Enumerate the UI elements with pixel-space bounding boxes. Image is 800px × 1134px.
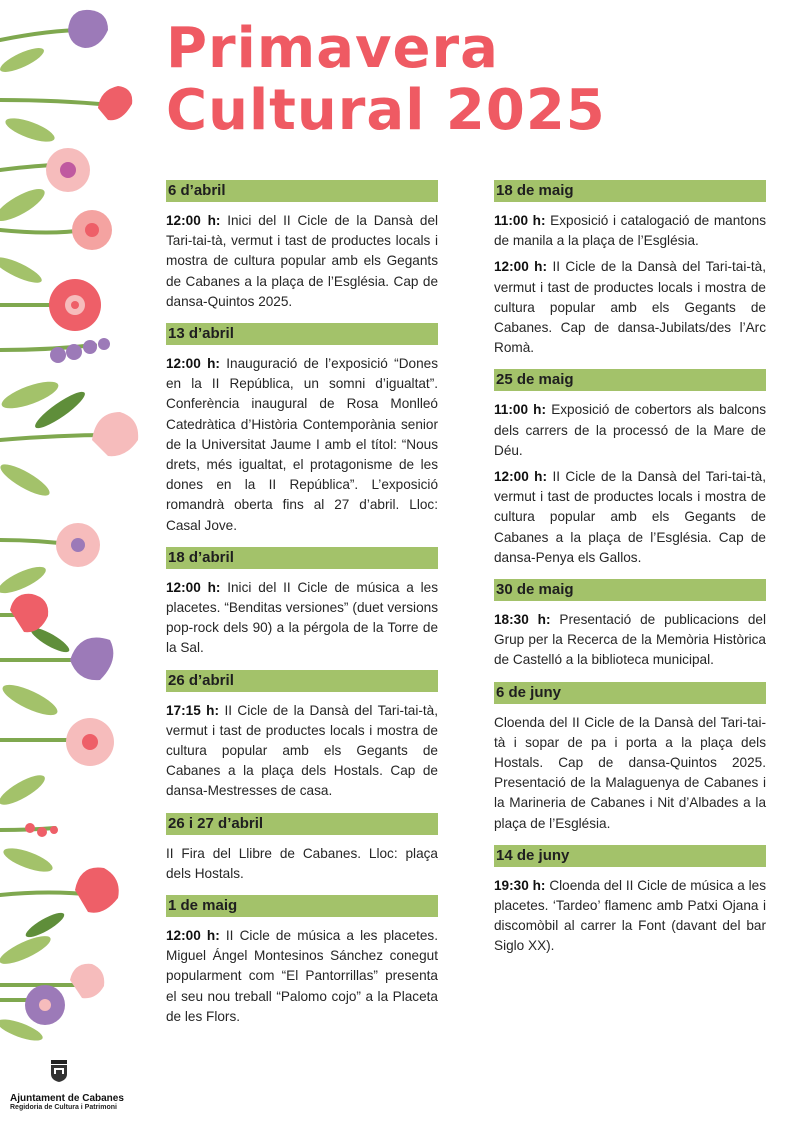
- page-title: [166, 18, 786, 142]
- event-entry: [494, 400, 766, 461]
- event-date: 14 de juny: [494, 845, 766, 867]
- event-date: 6 d’abril: [166, 180, 438, 202]
- event-time: 11:00 h:: [494, 402, 547, 418]
- event-text: Inauguració de l’exposició “Dones en la II República, un somni d’igualtat”. Conferència inaugural de Rosa Monlleó Catedràtica d’Història Contemporània senior de la Universitat Jaume I amb el títol: “Nous drets, més igualtat, el protagonisme de les dones en la II República”. L’exposició romandrà oberta fins al 27 d’abril. Lloc: Casal Jove.: [166, 356, 438, 533]
- event-text: II Cicle de la Dansà del Tari-tai-tà, vermut i tast de productes locals i mostra de cultura popular amb els Gegants de Cabanes a la plaça dels Hostals. Cap de dansa-Mestresses de casa.: [166, 702, 439, 799]
- event-text: Inici del II Cicle de música a les placetes. “Benditas versiones” (duet versions pop-rock dels 90) a la pérgola de la Torre de la Sal.: [166, 579, 439, 656]
- event-entry: [494, 610, 766, 671]
- event-entry: [166, 926, 438, 1027]
- council-logo: [10, 1060, 150, 1111]
- event-text: Cloenda del II Cicle de la Dansà del Tari-tai-tà i sopar de pa i porta a la plaça dels Hostals. Cap de dansa-Quintos 2025. Presentació de la Malaguenya de Cabanes i la Marineria de Cabanes i Nit d’Albades a la plaça de l’Església.: [494, 714, 766, 831]
- council-name: Ajuntament de Cabanes: [10, 1093, 124, 1104]
- event-time: 12:00 h:: [494, 259, 548, 275]
- event-date: 6 de juny: [494, 682, 766, 704]
- event-entry: [166, 211, 438, 312]
- event-time: 19:30 h:: [494, 877, 546, 893]
- event-entry: [494, 467, 766, 568]
- event-time: 12:00 h:: [166, 213, 221, 228]
- event-text: Exposició de cobertors als balcons dels carrers de la processó de la Mare de Déu.: [494, 402, 767, 458]
- event-time: 17:15 h:: [166, 702, 220, 718]
- event-text: II Cicle de música a les placetes. Miguel Ángel Montesinos Sánchez conegut popularment com “El Pantorrillas” presenta el seu nou treball “Palomo cojo” a la Placeta de les Flors.: [166, 928, 439, 1024]
- event-text: II Cicle de la Dansà del Tari-tai-tà, vermut i tast de productes locals i mostra de cultura popular amb els Gegants de Cabanes. Cap de dansa-Jubilats/des l’Arc Romà.: [494, 259, 767, 356]
- events-column-right: [494, 180, 766, 957]
- event-time: 18:30 h:: [494, 612, 551, 628]
- event-time: 12:00 h:: [494, 469, 548, 485]
- floral-border-illustration: [0, 0, 150, 1060]
- event-text: II Fira del Llibre de Cabanes. Lloc: plaça dels Hostals.: [166, 845, 438, 881]
- event-text: Exposició i catalogació de mantons de manila a la plaça de l’Església.: [494, 213, 766, 249]
- event-entry: [494, 257, 766, 358]
- event-entry: [166, 844, 438, 884]
- event-text: Cloenda del II Cicle de música a les placetes. ‘Tardeo’ flamenc amb Patxi Ojana i discomòbil al carrer la Font (davant del bar Siglo XX).: [494, 877, 766, 954]
- event-time: 12:00 h:: [166, 579, 221, 595]
- event-time: 11:00 h:: [494, 213, 546, 228]
- event-entry: [166, 354, 438, 536]
- event-entry: [494, 713, 766, 834]
- title-line-2: Cultural 2025: [166, 78, 606, 143]
- event-date: 1 de maig: [166, 895, 438, 917]
- event-entry: [494, 876, 766, 957]
- event-date: 26 d’abril: [166, 670, 438, 692]
- event-entry: [494, 211, 766, 251]
- event-date: 26 i 27 d’abril: [166, 813, 438, 835]
- coat-of-arms-icon: [50, 1060, 68, 1082]
- title-line-1: Primavera: [166, 16, 499, 81]
- event-text: Inici del II Cicle de la Dansà del Tari-tai-tà, vermut i tast de productes locals i mostra de cultura popular amb els Gegants de Cabanes a la plaça de l’Església. Cap de dansa-Quintos 2025.: [166, 213, 439, 309]
- event-time: 12:00 h:: [166, 356, 220, 372]
- event-date: 30 de maig: [494, 579, 766, 601]
- event-date: 25 de maig: [494, 369, 766, 391]
- event-date: 13 d’abril: [166, 323, 438, 345]
- event-entry: [166, 578, 438, 659]
- event-time: 12:00 h:: [166, 928, 220, 944]
- event-date: 18 de maig: [494, 180, 766, 202]
- event-entry: [166, 701, 438, 802]
- council-department: Regidoria de Cultura i Patrimoni: [10, 1104, 117, 1111]
- event-date: 18 d’abril: [166, 547, 438, 569]
- events-column-left: [166, 180, 438, 1027]
- event-text: Presentació de publicacions del Grup per la Recerca de la Memòria Històrica de Castelló a la biblioteca municipal.: [494, 612, 766, 668]
- event-text: II Cicle de la Dansà del Tari-tai-tà, vermut i tast de productes locals i mostra de cultura popular amb els Gegants de Cabanes a la plaça de l’Església. Cap de dansa-Penya els Gallos.: [494, 469, 767, 565]
